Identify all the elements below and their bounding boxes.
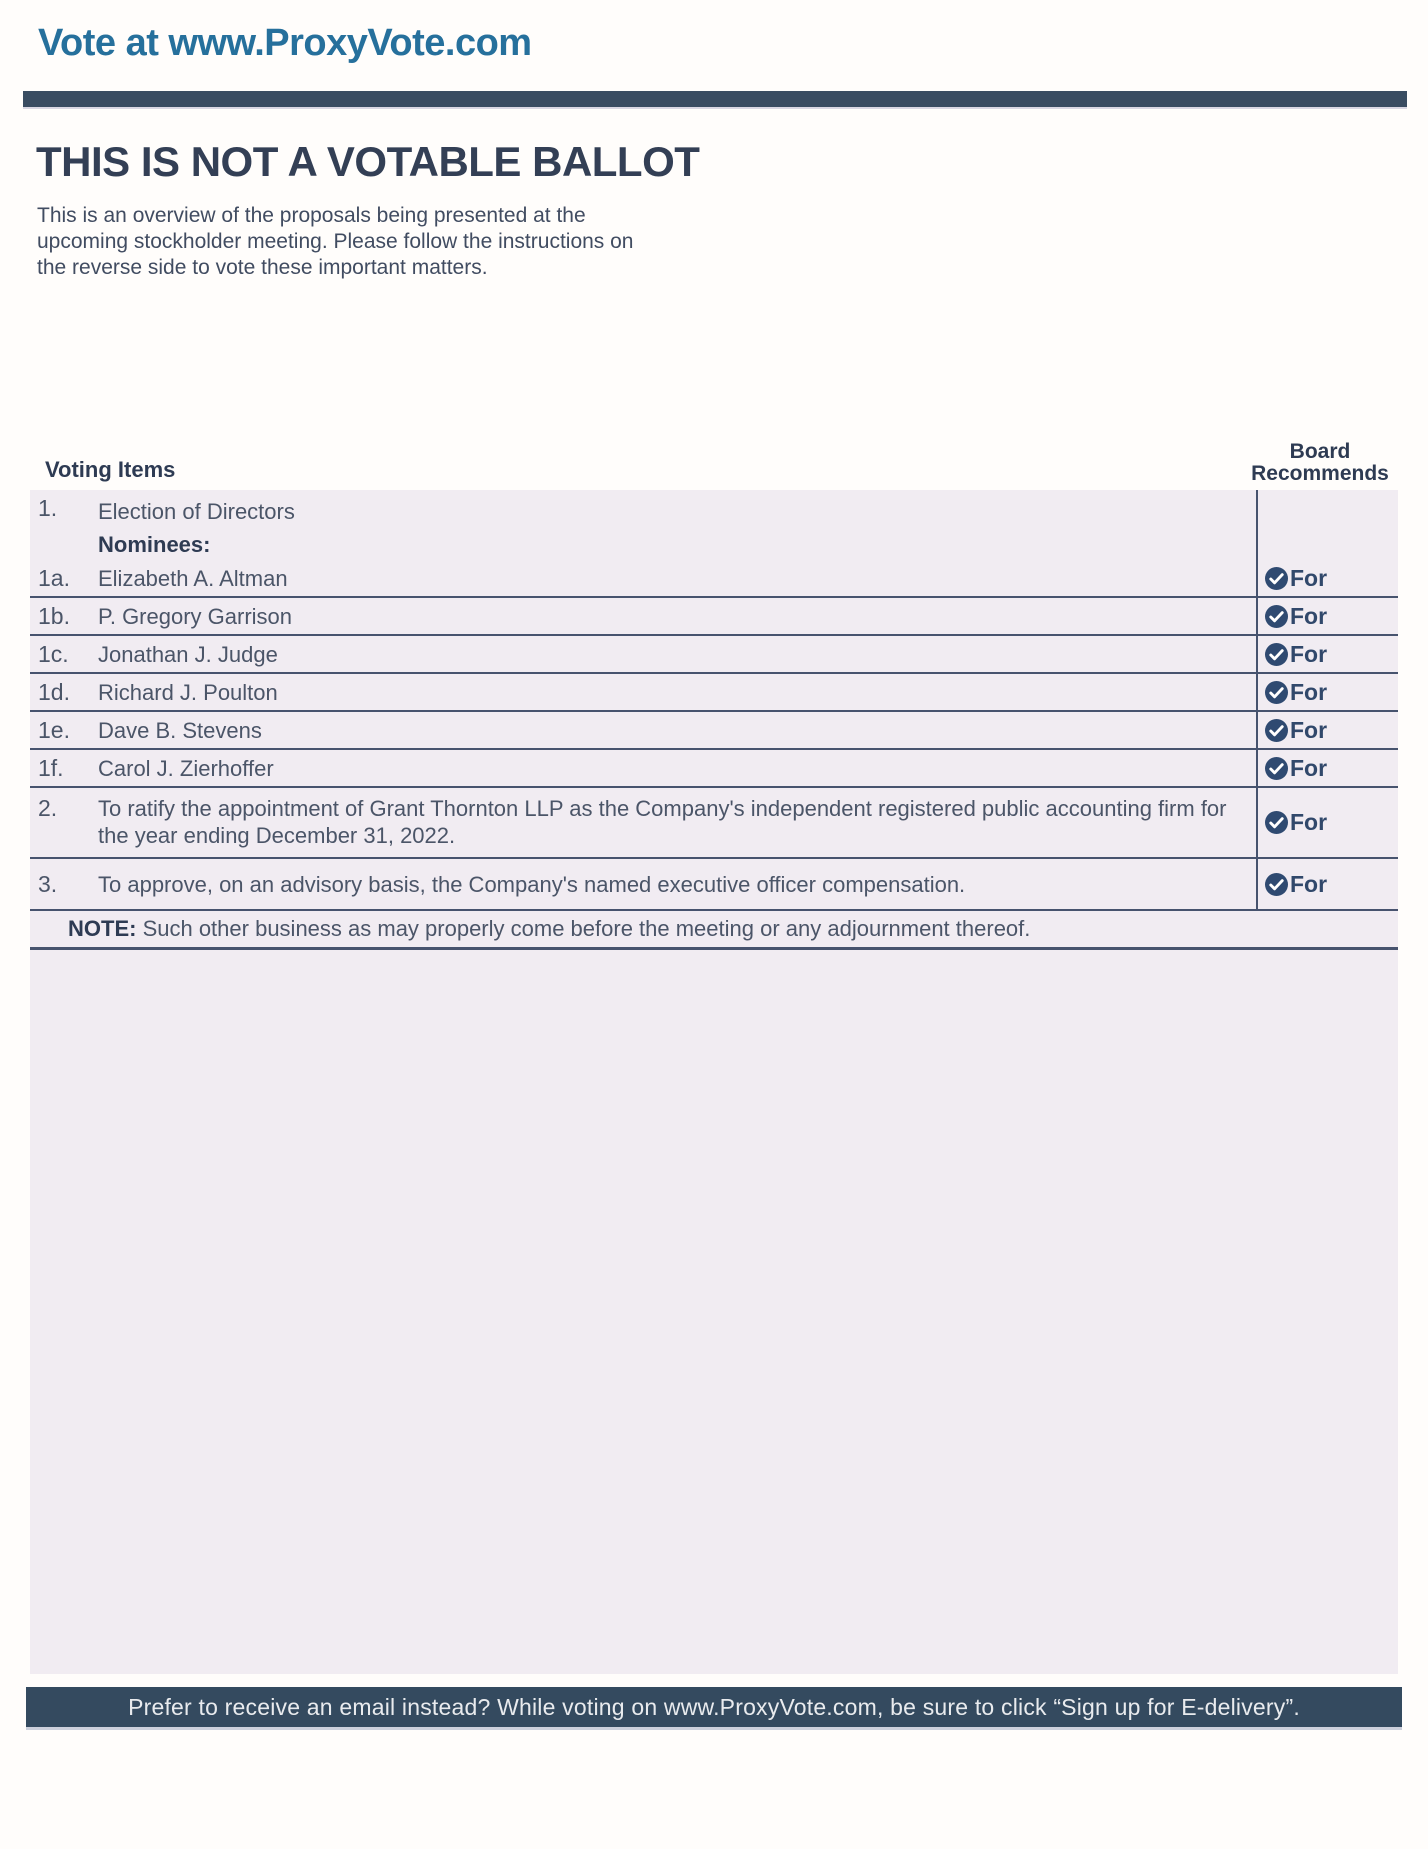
note-row xyxy=(30,911,1398,950)
table-row-nominee-1a xyxy=(30,560,1398,598)
row-number: 3. xyxy=(38,870,58,897)
check-circle-icon xyxy=(1265,567,1288,590)
check-circle-icon xyxy=(1265,681,1288,704)
row-text: Dave B. Stevens xyxy=(98,717,262,743)
table-empty-area xyxy=(30,950,1398,1674)
row-number: 1f. xyxy=(38,754,64,781)
note-label: NOTE: xyxy=(68,916,137,941)
check-circle-icon xyxy=(1265,757,1288,780)
recommendation-label: For xyxy=(1290,678,1328,705)
table-row-proposal3 xyxy=(30,859,1398,911)
footer-message: Prefer to receive an email instead? While voting on www.ProxyVote.com, be sure to click “Sign up for E-delivery”. xyxy=(128,1693,1300,1720)
row-number: 1a. xyxy=(38,564,70,591)
board-recommends-line1: Board xyxy=(1289,440,1351,463)
table-row-nominee-1e xyxy=(30,712,1398,750)
table-row-nominee-1c xyxy=(30,636,1398,674)
recommendation-cell xyxy=(1256,859,1398,909)
notice-heading: THIS IS NOT A VOTABLE BALLOT xyxy=(36,138,700,185)
row-text: Carol J. Zierhoffer xyxy=(98,755,274,781)
check-circle-icon xyxy=(1265,605,1288,628)
recommendation-label: For xyxy=(1290,809,1328,835)
voting-table xyxy=(30,490,1398,1674)
row-text xyxy=(98,495,1256,561)
board-recommends-line2: Recommends xyxy=(1251,462,1389,485)
check-circle-icon xyxy=(1265,811,1288,834)
voting-items-column-header: Voting Items xyxy=(45,457,176,482)
notice-body-line: upcoming stockholder meeting. Please follow the instructions on xyxy=(37,230,634,253)
recommendation-cell xyxy=(1256,712,1398,748)
row-number: 1e. xyxy=(38,716,70,743)
recommendation-cell-empty xyxy=(1256,490,1398,561)
check-circle-icon xyxy=(1265,719,1288,742)
row-text: P. Gregory Garrison xyxy=(98,603,293,629)
check-circle-icon xyxy=(1265,873,1288,896)
row-text: Elizabeth A. Altman xyxy=(98,565,288,591)
proposal1-intro-cell xyxy=(30,490,1256,561)
recommendation-label: For xyxy=(1290,716,1328,743)
row-number: 1b. xyxy=(38,602,70,629)
recommendation-label: For xyxy=(1290,640,1328,667)
row-text: Richard J. Poulton xyxy=(98,679,278,705)
row-number: 1c. xyxy=(38,640,69,667)
header-divider-bar xyxy=(23,91,1407,109)
footer-bar xyxy=(26,1687,1402,1730)
row-number: 1d. xyxy=(38,678,70,705)
recommendation-cell xyxy=(1256,788,1398,857)
recommendation-cell xyxy=(1256,636,1398,672)
recommendation-label: For xyxy=(1290,564,1328,591)
recommendation-cell xyxy=(1256,598,1398,634)
table-row-proposal1-intro xyxy=(30,490,1398,560)
recommendation-label: For xyxy=(1290,870,1328,897)
row-number: 1. xyxy=(38,495,58,521)
row-number: 2. xyxy=(38,795,58,821)
notice-body-line: the reverse side to vote these important matters. xyxy=(37,256,488,279)
note-text: Such other business as may properly come before the meeting or any adjournment thereof. xyxy=(136,916,1031,941)
recommendation-cell xyxy=(1256,674,1398,710)
table-row-nominee-1d xyxy=(30,674,1398,712)
notice-body-line: This is an overview of the proposals being presented at the xyxy=(37,204,586,227)
row-text: To approve, on an advisory basis, the Company's named executive officer compensation. xyxy=(98,871,966,897)
row-text: To ratify the appointment of Grant Thornton LLP as the Company's independent registered public accounting firm for the year ending December 31, 2022. xyxy=(98,796,1227,848)
notice-body xyxy=(37,203,634,281)
board-recommends-column-header xyxy=(1245,441,1395,485)
check-circle-icon xyxy=(1265,643,1288,666)
row-text: Jonathan J. Judge xyxy=(98,641,278,667)
nominees-label: Nominees: xyxy=(98,532,211,557)
recommendation-cell xyxy=(1256,560,1398,596)
table-row-nominee-1f xyxy=(30,750,1398,788)
table-row-nominee-1b xyxy=(30,598,1398,636)
recommendation-label: For xyxy=(1290,602,1328,629)
table-row-proposal2 xyxy=(30,788,1398,859)
proposal1-title: Election of Directors xyxy=(98,499,295,524)
recommendation-cell xyxy=(1256,750,1398,786)
page-title: Vote at www.ProxyVote.com xyxy=(38,22,532,64)
recommendation-label: For xyxy=(1290,754,1328,781)
